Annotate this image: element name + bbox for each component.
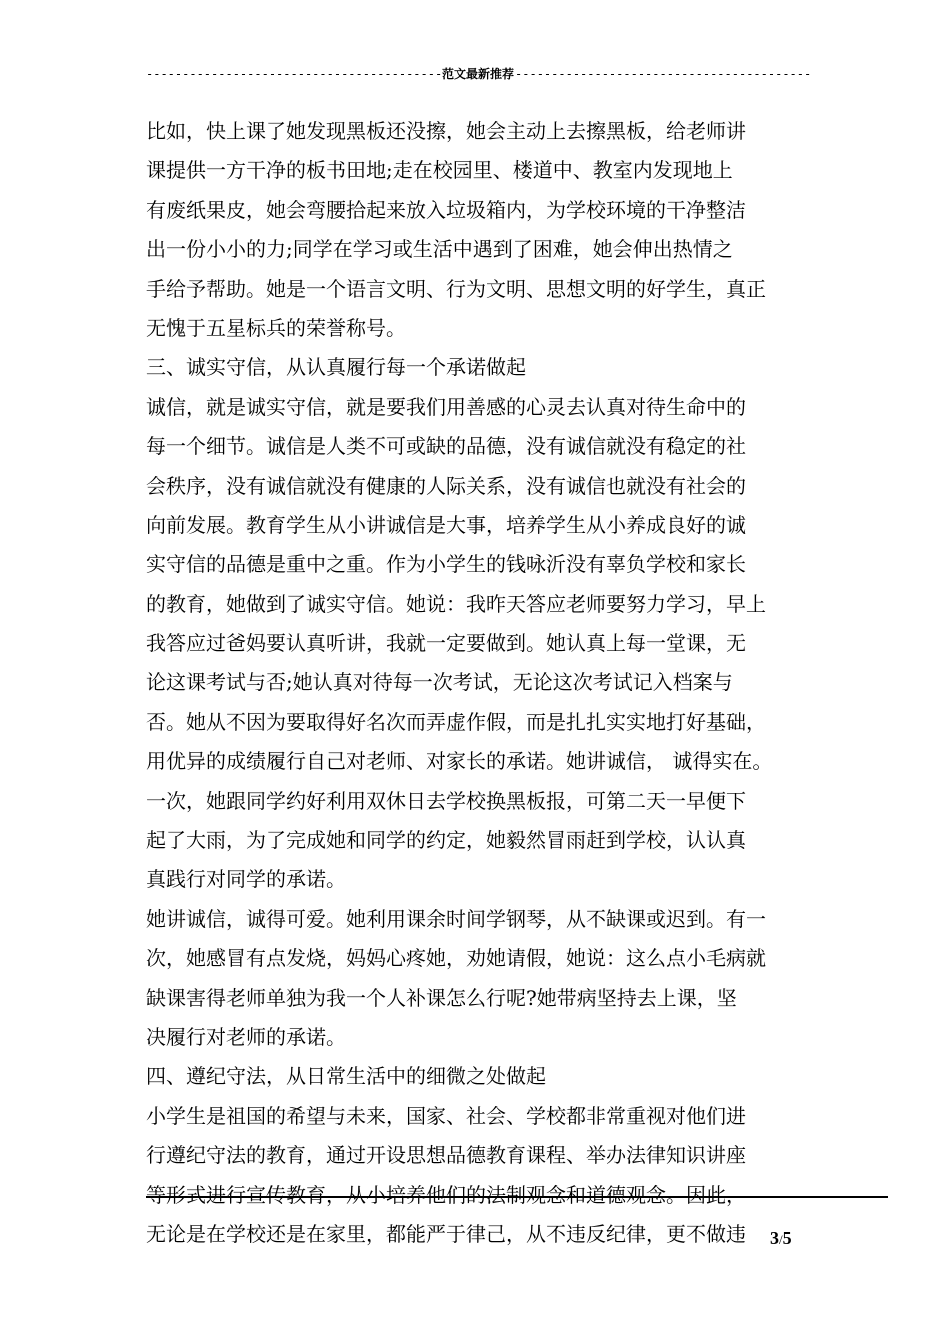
text-line: 一次，她跟同学约好利用双休日去学校换黑板报，可第二天一早便下 — [146, 788, 746, 813]
text-line: 缺课害得老师单独为我一个人补课怎么行呢?她带病坚持去上课，坚 — [146, 985, 737, 1010]
text-line: 的教育，她做到了诚实守信。她说：我昨天答应老师要努力学习，早上 — [146, 591, 766, 616]
text-line: 有废纸果皮，她会弯腰拾起来放入垃圾箱内，为学校环境的干净整洁 — [146, 197, 746, 222]
text-line: 出一份小小的力;同学在学习或生活中遇到了困难，她会伸出热情之 — [146, 237, 733, 262]
text-line: 诚信，就是诚实守信，就是要我们用善感的心灵去认真对待生命中的 — [146, 394, 746, 419]
header-title: 范文最新推荐 — [442, 67, 515, 81]
text-line: 比如，快上课了她发现黑板还没擦，她会主动上去擦黑板，给老师讲 — [146, 119, 746, 143]
text-line: 四、遵纪守法，从日常生活中的细微之处做起 — [146, 1064, 546, 1089]
header-rule-left — [146, 66, 441, 82]
page-separator: / — [779, 1232, 783, 1247]
text-line: 论这课考试与否;她认真对待每一次考试，无论这次考试记入档案与 — [146, 670, 733, 695]
text-line: 无论是在学校还是在家里，都能严于律己，从不违反纪律，更不做违 — [146, 1221, 746, 1246]
text-line: 无愧于五星标兵的荣誉称号。 — [146, 315, 406, 340]
text-line: 每一个细节。诚信是人类不可或缺的品德，没有诚信就没有稳定的社 — [146, 434, 746, 459]
text-line: 行遵纪守法的教育，通过开设思想品德教育课程、举办法律知识讲座 — [146, 1143, 746, 1168]
text-line: 次，她感冒有点发烧，妈妈心疼她，劝她请假，她说：这么点小毛病就 — [146, 946, 766, 971]
page-total: 5 — [782, 1228, 792, 1248]
text-line: 向前发展。教育学生从小讲诚信是大事，培养学生从小养成良好的诚 — [146, 512, 746, 537]
text-line: 决履行对老师的承诺。 — [146, 1024, 346, 1049]
page-number — [770, 1228, 792, 1249]
page-header — [146, 66, 810, 82]
text-line: 手给予帮助。她是一个语言文明、行为文明、思想文明的好学生，真正 — [146, 276, 766, 301]
text-line: 她讲诚信，诚得可爱。她利用课余时间学钢琴，从不缺课或迟到。有一 — [146, 906, 766, 931]
text-line: 真践行对同学的承诺。 — [146, 867, 346, 892]
text-line: 会秩序，没有诚信就没有健康的人际关系，没有诚信也就没有社会的 — [146, 473, 746, 498]
document-body — [146, 112, 814, 1254]
text-line: 等形式进行宣传教育，从小培养他们的法制观念和道德观念。因此， — [146, 1182, 746, 1207]
text-line: 用优异的成绩履行自己对老师、对家长的承诺。她讲诚信， 诚得实在。 — [146, 749, 773, 774]
header-rule-right — [515, 66, 810, 82]
text-line: 否。她从不因为要取得好名次而弄虚作假，而是扎扎实实地打好基础， — [146, 709, 766, 734]
text-line: 三、诚实守信，从认真履行每一个承诺做起 — [146, 355, 526, 380]
text-line: 小学生是祖国的希望与未来，国家、社会、学校都非常重视对他们进 — [146, 1103, 746, 1128]
text-line: 实守信的品德是重中之重。作为小学生的钱咏沂没有辜负学校和家长 — [146, 552, 746, 577]
page-current: 3 — [770, 1228, 779, 1248]
footer-rule — [146, 1196, 888, 1198]
text-line: 我答应过爸妈要认真听讲，我就一定要做到。她认真上每一堂课，无 — [146, 631, 746, 656]
text-line: 起了大雨，为了完成她和同学的约定，她毅然冒雨赶到学校，认认真 — [146, 828, 746, 853]
text-line: 课提供一方干净的板书田地;走在校园里、楼道中、教室内发现地上 — [146, 158, 733, 183]
